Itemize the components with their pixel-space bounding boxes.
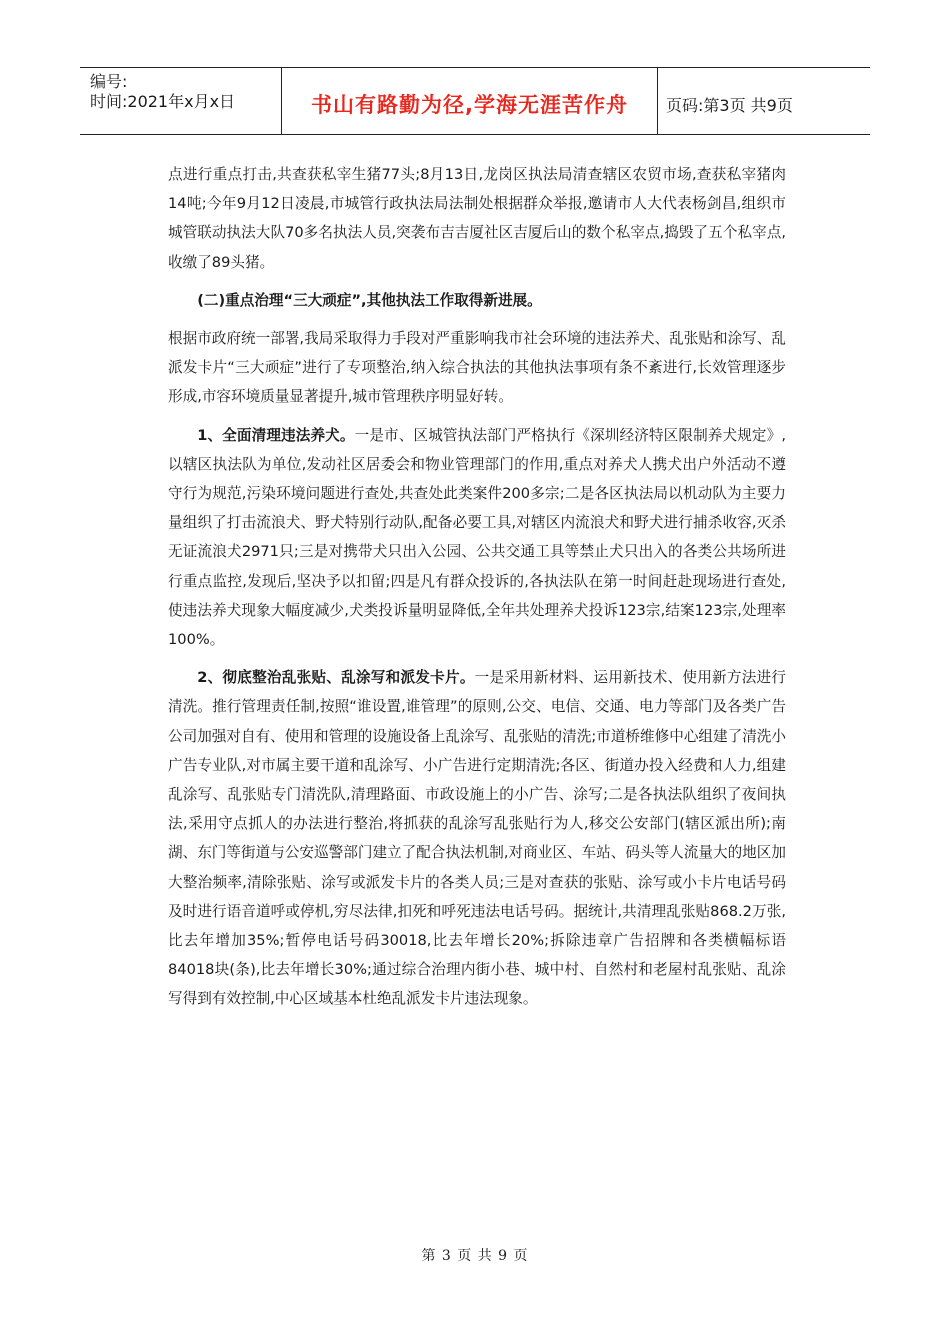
paragraph-text: 一是市、区城管执法部门严格执行《深圳经济特区限制养犬规定》,以辖区执法队为单位,发动社区居委会和物业管理部门的作用,重点对养犬人携犬出户外活动不遵守行为规范,污染环境问题进行查处,共查处此类案件200多宗;二是各区执法局以机动队为主要力量组织了打击流浪犬、野犬特别行动队,配备必要工具,对辖区内流浪犬和野犬进行捕杀收容,灭杀无证流浪犬2971只;三是对携带犬只出入公园、公共交通工具等禁止犬只出入的各类公共场所进行重点监控,发现后,坚决予以扣留;四是凡有群众投诉的,各执法队在第一时间赶赴现场进行查处,使违法养犬现象大幅度减少,犬类投诉量明显降低,全年共处理养犬投诉123宗,结案123宗,处理率100%。 [168,426,786,649]
page-header [80,67,870,135]
header-motto: 书山有路勤为径,学海无涯苦作舟 [282,68,658,134]
paragraph-text: 点进行重点打击,共查获私宰生猪77头;8月13日,龙岗区执法局清查辖区农贸市场,查获私宰猪肉14吨;今年9月12日凌晨,市城管行政执法局法制处根据群众举报,邀请市人大代表杨剑昌,组织市城管联动执法大队70多名执法人员,突袭布吉吉厦社区吉厦后山的数个私宰点,捣毁了五个私宰点,收缴了89头猪。 [168,166,786,271]
paragraph [168,160,786,277]
paragraph [168,663,786,1013]
paragraph [168,324,786,412]
header-meta [80,68,282,134]
section-heading-text: (二)重点治理“三大顽症”,其他执法工作取得新进展。 [197,291,542,309]
paragraph [168,421,786,655]
page-footer: 第 3 页 共 9 页 [421,1248,529,1264]
paragraph-text: 根据市政府统一部署,我局采取得力手段对严重影响我市社会环境的违法养犬、乱张贴和涂写、乱派发卡片“三大顽症”进行了专项整治,纳入综合执法的其他执法事项有条不紊进行,长效管理逐步形成,市容环境质量显著提升,城市管理秩序明显好转。 [168,330,786,406]
paragraph-text: 一是采用新材料、运用新技术、使用新方法进行清洗。推行管理责任制,按照“谁设置,谁管理”的原则,公交、电信、交通、电力等部门及各类广告公司加强对自有、使用和管理的设施设备上乱涂写、乱张贴的清洗;市道桥维修中心组建了清洗小广告专业队,对市属主要干道和乱涂写、小广告进行定期清洗;各区、街道办投入经费和人力,组建乱涂写、乱张贴专门清洗队,清理路面、市政设施上的小广告、涂写;二是各执法队组织了夜间执法,采用守点抓人的办法进行整治,将抓获的乱涂写乱张贴行为人,移交公安部门(辖区派出所);南湖、东门等街道与公安巡警部门建立了配合执法机制,对商业区、车站、码头等人流量大的地区加大整治频率,清除张贴、涂写或派发卡片的各类人员;三是对查获的张贴、涂写或小卡片电话号码及时进行语音道呼或停机,穷尽法律,扣死和呼死违法电话号码。据统计,共清理乱张贴868.2万张,比去年增加35%;暂停电话号码30018,比去年增长20%;拆除违章广告招牌和各类横幅标语84018块(条),比去年增长30%;通过综合治理内街小巷、城中村、自然村和老屋村乱张贴、乱涂写得到有效控制,中心区域基本杜绝乱派发卡片违法现象。 [168,669,786,1008]
document-number-label: 编号: [90,72,128,91]
header-page-info: 页码:第3页 共9页 [666,95,793,115]
document-time-label: 时间:2021年x月x日 [90,92,236,111]
paragraph-lead: 1、全面清理违法养犬。 [197,426,355,444]
section-heading [168,286,786,315]
paragraph-lead: 2、彻底整治乱张贴、乱涂写和派发卡片。 [197,669,475,687]
document-body [168,160,786,1014]
